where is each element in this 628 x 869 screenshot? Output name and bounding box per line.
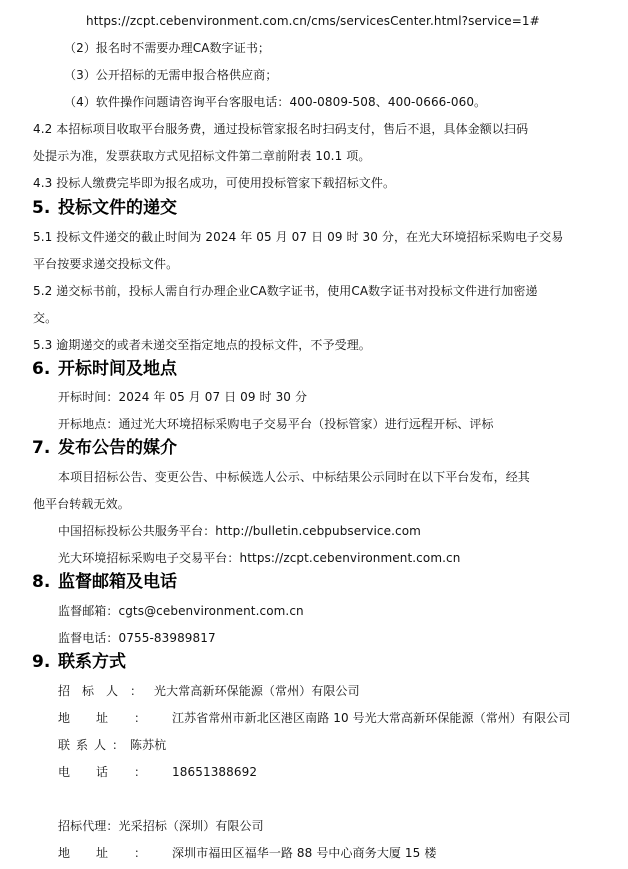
- heading-6-number: 6.: [32, 359, 51, 379]
- heading-9: [32, 651, 126, 673]
- agent-label: 招标代理：: [58, 819, 119, 833]
- section-5-3: 5.3 逾期递交的或者未递交至指定地点的投标文件，不予受理。: [33, 338, 371, 352]
- agent-address-value: 深圳市福田区福华一路 88 号中心商务大厦 15 楼: [172, 846, 437, 860]
- section-4-2-line-1: 4.2 本招标项目收取平台服务费，通过投标管家报名时扫码支付，售后不退，具体金额以扫码: [33, 122, 529, 136]
- section-5-2-line-2: 交。: [33, 311, 58, 325]
- heading-8: [32, 571, 177, 593]
- note-3: （3）公开招标的无需申报合格供应商；: [64, 68, 278, 82]
- note-4: （4）软件操作问题请咨询平台客服电话：400-0809-508、400-0666-060。: [64, 95, 487, 109]
- opening-time: 开标时间：2024 年 05 月 07 日 09 时 30 分: [58, 390, 308, 404]
- section-5-2-line-1: 5.2 递交标书前，投标人需自行办理企业CA数字证书，使用CA数字证书对投标文件进行加密递: [33, 284, 538, 298]
- media-platform-1: 中国招标投标公共服务平台：http://bulletin.cebpubservice.com: [58, 524, 421, 538]
- media-line-1: 本项目招标公告、变更公告、中标候选人公示、中标结果公示同时在以下平台发布，经其: [58, 470, 530, 484]
- contact-person: [58, 737, 166, 753]
- supervision-phone: 监督电话：0755-83989817: [58, 631, 216, 645]
- agent-address-label: 地址：: [58, 846, 173, 860]
- service-url: https://zcpt.cebenvironment.com.cn/cms/servicesCenter.html?service=1#: [86, 14, 540, 28]
- contact-agent: [58, 818, 264, 834]
- address-value: 江苏省常州市新北区港区南路 10 号光大常高新环保能源（常州）有限公司: [172, 711, 571, 725]
- supervision-email: 监督邮箱：cgts@cebenvironment.com.cn: [58, 604, 304, 618]
- heading-8-number: 8.: [32, 572, 51, 592]
- contact-tenderer: [58, 683, 360, 699]
- agent-value: 光采招标（深圳）有限公司: [118, 819, 264, 833]
- tenderer-label: 招标人：: [58, 684, 155, 698]
- address-label: 地址：: [58, 711, 173, 725]
- contact-agent-address: [58, 845, 436, 861]
- heading-6-text: 开标时间及地点: [58, 359, 177, 379]
- heading-5-number: 5.: [32, 198, 51, 218]
- person-value: 陈苏杭: [130, 738, 167, 752]
- opening-place: 开标地点：通过光大环境招标采购电子交易平台（投标管家）进行远程开标、评标: [58, 417, 494, 431]
- media-line-2: 他平台转载无效。: [33, 497, 130, 511]
- tenderer-value: 光大常高新环保能源（常州）有限公司: [154, 684, 360, 698]
- heading-6: [32, 358, 177, 380]
- heading-5-text: 投标文件的递交: [58, 198, 177, 218]
- section-4-2-line-2: 处提示为准，发票获取方式见招标文件第二章前附表 10.1 项。: [33, 149, 371, 163]
- section-5-1-line-1: 5.1 投标文件递交的截止时间为 2024 年 05 月 07 日 09 时 30 分，在光大环境招标采购电子交易: [33, 230, 564, 244]
- note-2: （2）报名时不需要办理CA数字证书；: [64, 41, 271, 55]
- heading-7-number: 7.: [32, 438, 51, 458]
- tel-value: 18651388692: [172, 765, 258, 779]
- contact-address: [58, 710, 570, 726]
- contact-tel: [58, 764, 257, 780]
- heading-5: [32, 197, 177, 219]
- person-label: 联系人：: [58, 738, 131, 752]
- heading-9-number: 9.: [32, 652, 51, 672]
- heading-9-text: 联系方式: [58, 652, 126, 672]
- heading-8-text: 监督邮箱及电话: [58, 572, 177, 592]
- section-5-1-line-2: 平台按要求递交投标文件。: [33, 257, 179, 271]
- media-platform-2: 光大环境招标采购电子交易平台：https://zcpt.cebenvironment.com.cn: [58, 551, 461, 565]
- heading-7-text: 发布公告的媒介: [58, 438, 177, 458]
- heading-7: [32, 437, 177, 459]
- tel-label: 电话：: [58, 765, 173, 779]
- section-4-3: 4.3 投标人缴费完毕即为报名成功，可使用投标管家下载招标文件。: [33, 176, 396, 190]
